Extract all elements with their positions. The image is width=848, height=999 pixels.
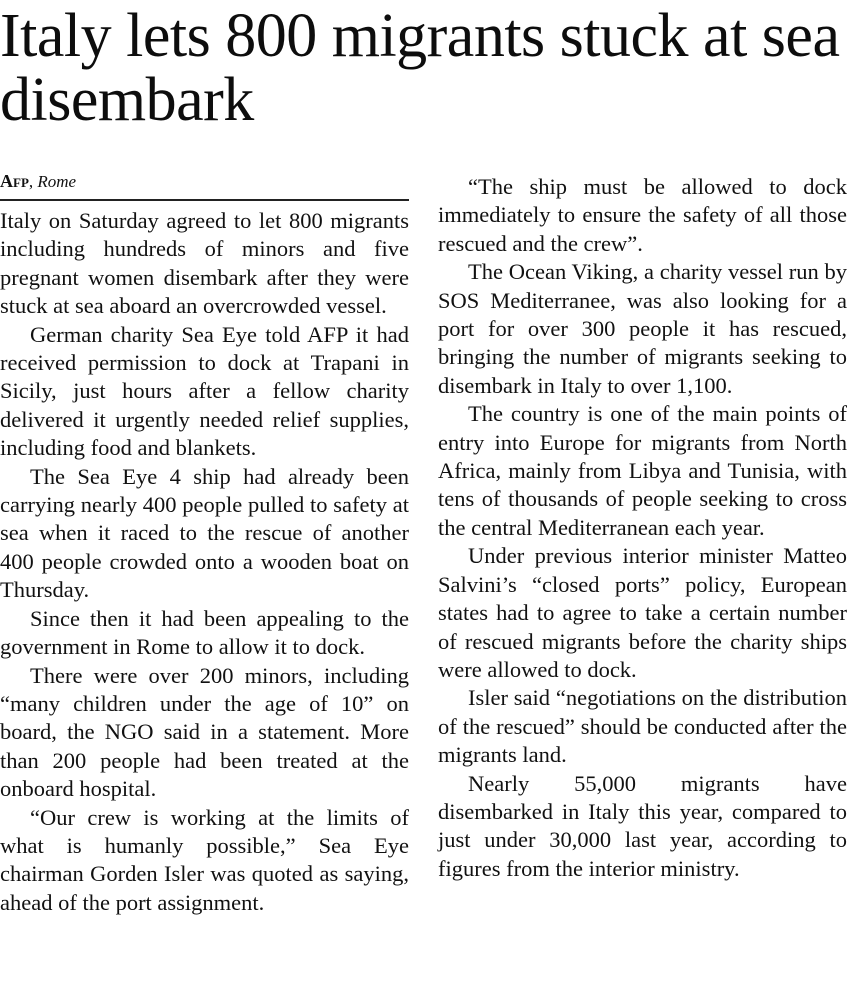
body-paragraph: “The ship must be allowed to dock immediately to ensure the safety of all those rescued and the crew”. <box>438 174 847 256</box>
body-paragraph: Italy on Saturday agreed to let 800 migrants including hundreds of minors and five pregnant women disembark after they were stuck at sea aboard an overcrowded vessel. <box>0 208 409 319</box>
byline-agency: Afp <box>0 171 29 191</box>
body-paragraph: German charity Sea Eye told AFP it had received permission to dock at Trapani in Sicily, just hours after a fellow charity delivered it urgently needed relief supplies, including food and blankets. <box>0 321 409 461</box>
body-paragraph: “Our crew is working at the limits of what is humanly possible,” Sea Eye chairman Gorden Isler was quoted as saying, ahead of the port assignment. <box>0 804 409 915</box>
body-paragraph: Since then it had been appealing to the government in Rome to allow it to dock. <box>0 605 409 660</box>
article-column-left <box>0 167 409 917</box>
byline <box>0 167 409 201</box>
body-paragraph: Isler said “negotiations on the distribution of the rescued” should be conducted after the migrants land. <box>438 685 847 768</box>
byline-location: Rome <box>37 172 77 191</box>
body-paragraph: The Ocean Viking, a charity vessel run by SOS Mediterranee, was also looking for a port for over 300 people it has rescued, bringing the number of migrants seeking to disembark in Italy to over 1,100. <box>438 259 847 398</box>
body-paragraph: The Sea Eye 4 ship had already been carrying nearly 400 people pulled to safety at sea when it raced to the rescue of another 400 people crowded onto a wooden boat on Thursday. <box>0 463 409 603</box>
body-paragraph: The country is one of the main points of entry into Europe for migrants from North Africa, mainly from Libya and Tunisia, with tens of thousands of people seeking to cross the central Mediterranean each year. <box>438 401 847 540</box>
body-paragraph: There were over 200 minors, including “many children under the age of 10” on board, the NGO said in a statement. More than 200 people had been treated at the onboard hospital. <box>0 662 409 802</box>
byline-separator: , <box>28 172 38 191</box>
article-headline: Italy lets 800 migrants stuck at sea disembark <box>0 2 840 134</box>
body-paragraph: Nearly 55,000 migrants have disembarked in Italy this year, compared to just under 30,000 last year, according to figures from the interior ministry. <box>438 770 847 881</box>
body-paragraph: Under previous interior minister Matteo Salvini’s “closed ports” policy, European states had to agree to take a certain number of rescued migrants before the charity ships were allowed to dock. <box>438 543 847 682</box>
article-column-right <box>438 167 847 883</box>
